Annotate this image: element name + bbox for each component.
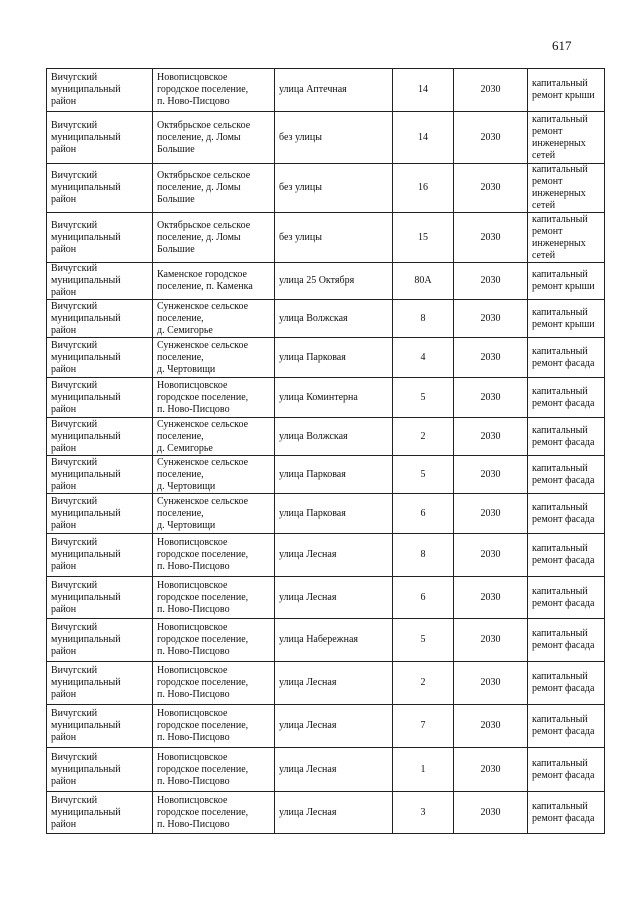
street-cell: улица Волжская [275, 300, 393, 338]
year-cell: 2030 [454, 705, 528, 748]
street-cell: улица Лесная [275, 705, 393, 748]
house-number-cell: 8 [393, 300, 454, 338]
house-number-cell: 4 [393, 338, 454, 378]
work-type-cell: капитальный ремонт фасада [528, 792, 605, 834]
work-type-cell: капитальный ремонт фасада [528, 418, 605, 456]
settlement-cell: Новописцовское городское поселение, п. Ново-Писцово [153, 577, 275, 619]
year-cell: 2030 [454, 69, 528, 112]
house-number-cell: 8 [393, 534, 454, 577]
house-number-cell: 15 [393, 213, 454, 263]
work-type-cell: капитальный ремонт фасада [528, 494, 605, 534]
settlement-cell: Новописцовское городское поселение, п. Ново-Писцово [153, 534, 275, 577]
settlement-cell: Новописцовское городское поселение, п. Ново-Писцово [153, 705, 275, 748]
year-cell: 2030 [454, 662, 528, 705]
district-cell: Вичугский муниципальный район [47, 112, 153, 164]
street-cell: улица Волжская [275, 418, 393, 456]
year-cell: 2030 [454, 300, 528, 338]
work-type-cell: капитальный ремонт фасада [528, 705, 605, 748]
street-cell: улица Лесная [275, 748, 393, 792]
table-row [47, 69, 605, 112]
district-cell: Вичугский муниципальный район [47, 378, 153, 418]
table-row [47, 577, 605, 619]
year-cell: 2030 [454, 263, 528, 300]
work-type-cell: капитальный ремонт фасада [528, 534, 605, 577]
house-number-cell: 6 [393, 494, 454, 534]
house-number-cell: 3 [393, 792, 454, 834]
street-cell: улица 25 Октября [275, 263, 393, 300]
district-cell: Вичугский муниципальный район [47, 164, 153, 213]
settlement-cell: Новописцовское городское поселение, п. Ново-Писцово [153, 748, 275, 792]
work-type-cell: капитальный ремонт фасада [528, 619, 605, 662]
settlement-cell: Новописцовское городское поселение, п. Ново-Писцово [153, 378, 275, 418]
year-cell: 2030 [454, 338, 528, 378]
district-cell: Вичугский муниципальный район [47, 263, 153, 300]
house-number-cell: 5 [393, 456, 454, 494]
street-cell: улица Парковая [275, 494, 393, 534]
street-cell: без улицы [275, 112, 393, 164]
year-cell: 2030 [454, 164, 528, 213]
house-number-cell: 80А [393, 263, 454, 300]
page-number: 617 [552, 38, 572, 53]
work-type-cell: капитальный ремонт инженерных сетей [528, 164, 605, 213]
settlement-cell: Сунженское сельское поселение, д. Чертовищи [153, 456, 275, 494]
street-cell: улица Коминтерна [275, 378, 393, 418]
year-cell: 2030 [454, 748, 528, 792]
year-cell: 2030 [454, 378, 528, 418]
work-type-cell: капитальный ремонт крыши [528, 69, 605, 112]
settlement-cell: Октябрьское сельское поселение, д. Ломы Большие [153, 213, 275, 263]
street-cell: улица Лесная [275, 792, 393, 834]
district-cell: Вичугский муниципальный район [47, 534, 153, 577]
year-cell: 2030 [454, 534, 528, 577]
street-cell: улица Парковая [275, 456, 393, 494]
year-cell: 2030 [454, 792, 528, 834]
year-cell: 2030 [454, 577, 528, 619]
settlement-cell: Октябрьское сельское поселение, д. Ломы Большие [153, 112, 275, 164]
district-cell: Вичугский муниципальный район [47, 577, 153, 619]
table-row [47, 213, 605, 263]
district-cell: Вичугский муниципальный район [47, 300, 153, 338]
table-row [47, 494, 605, 534]
table-row [47, 662, 605, 705]
street-cell: улица Набережная [275, 619, 393, 662]
work-type-cell: капитальный ремонт инженерных сетей [528, 112, 605, 164]
street-cell: улица Парковая [275, 338, 393, 378]
work-type-cell: капитальный ремонт фасада [528, 662, 605, 705]
settlement-cell: Новописцовское городское поселение, п. Ново-Писцово [153, 792, 275, 834]
table-row [47, 112, 605, 164]
district-cell: Вичугский муниципальный район [47, 619, 153, 662]
table-row [47, 418, 605, 456]
district-cell: Вичугский муниципальный район [47, 748, 153, 792]
settlement-cell: Сунженское сельское поселение, д. Семигорье [153, 300, 275, 338]
house-number-cell: 1 [393, 748, 454, 792]
table-row [47, 748, 605, 792]
work-type-cell: капитальный ремонт фасада [528, 456, 605, 494]
house-number-cell: 7 [393, 705, 454, 748]
street-cell: без улицы [275, 213, 393, 263]
settlement-cell: Сунженское сельское поселение, д. Семигорье [153, 418, 275, 456]
work-type-cell: капитальный ремонт крыши [528, 300, 605, 338]
year-cell: 2030 [454, 112, 528, 164]
table-row [47, 705, 605, 748]
street-cell: улица Аптечная [275, 69, 393, 112]
work-type-cell: капитальный ремонт фасада [528, 338, 605, 378]
district-cell: Вичугский муниципальный район [47, 213, 153, 263]
district-cell: Вичугский муниципальный район [47, 456, 153, 494]
work-type-cell: капитальный ремонт фасада [528, 378, 605, 418]
house-number-cell: 5 [393, 378, 454, 418]
district-cell: Вичугский муниципальный район [47, 69, 153, 112]
work-type-cell: капитальный ремонт фасада [528, 577, 605, 619]
house-number-cell: 2 [393, 662, 454, 705]
table-row [47, 164, 605, 213]
district-cell: Вичугский муниципальный район [47, 705, 153, 748]
work-type-cell: капитальный ремонт инженерных сетей [528, 213, 605, 263]
table-row [47, 378, 605, 418]
table-row [47, 619, 605, 662]
district-cell: Вичугский муниципальный район [47, 338, 153, 378]
settlement-cell: Сунженское сельское поселение, д. Чертовищи [153, 338, 275, 378]
district-cell: Вичугский муниципальный район [47, 494, 153, 534]
house-number-cell: 6 [393, 577, 454, 619]
year-cell: 2030 [454, 619, 528, 662]
street-cell: улица Лесная [275, 534, 393, 577]
district-cell: Вичугский муниципальный район [47, 418, 153, 456]
year-cell: 2030 [454, 418, 528, 456]
year-cell: 2030 [454, 213, 528, 263]
settlement-cell: Октябрьское сельское поселение, д. Ломы Большие [153, 164, 275, 213]
settlement-cell: Сунженское сельское поселение, д. Чертовищи [153, 494, 275, 534]
table-row [47, 300, 605, 338]
table-row [47, 263, 605, 300]
settlement-cell: Новописцовское городское поселение, п. Ново-Писцово [153, 619, 275, 662]
table-row [47, 456, 605, 494]
settlement-cell: Новописцовское городское поселение, п. Ново-Писцово [153, 662, 275, 705]
table-row [47, 792, 605, 834]
house-number-cell: 16 [393, 164, 454, 213]
street-cell: улица Лесная [275, 577, 393, 619]
district-cell: Вичугский муниципальный район [47, 792, 153, 834]
year-cell: 2030 [454, 494, 528, 534]
house-number-cell: 14 [393, 112, 454, 164]
house-number-cell: 14 [393, 69, 454, 112]
housing-repair-table [46, 68, 605, 834]
settlement-cell: Каменское городское поселение, п. Каменка [153, 263, 275, 300]
house-number-cell: 2 [393, 418, 454, 456]
district-cell: Вичугский муниципальный район [47, 662, 153, 705]
work-type-cell: капитальный ремонт фасада [528, 748, 605, 792]
work-type-cell: капитальный ремонт крыши [528, 263, 605, 300]
table-row [47, 338, 605, 378]
house-number-cell: 5 [393, 619, 454, 662]
year-cell: 2030 [454, 456, 528, 494]
street-cell: улица Лесная [275, 662, 393, 705]
settlement-cell: Новописцовское городское поселение, п. Ново-Писцово [153, 69, 275, 112]
table-row [47, 534, 605, 577]
street-cell: без улицы [275, 164, 393, 213]
